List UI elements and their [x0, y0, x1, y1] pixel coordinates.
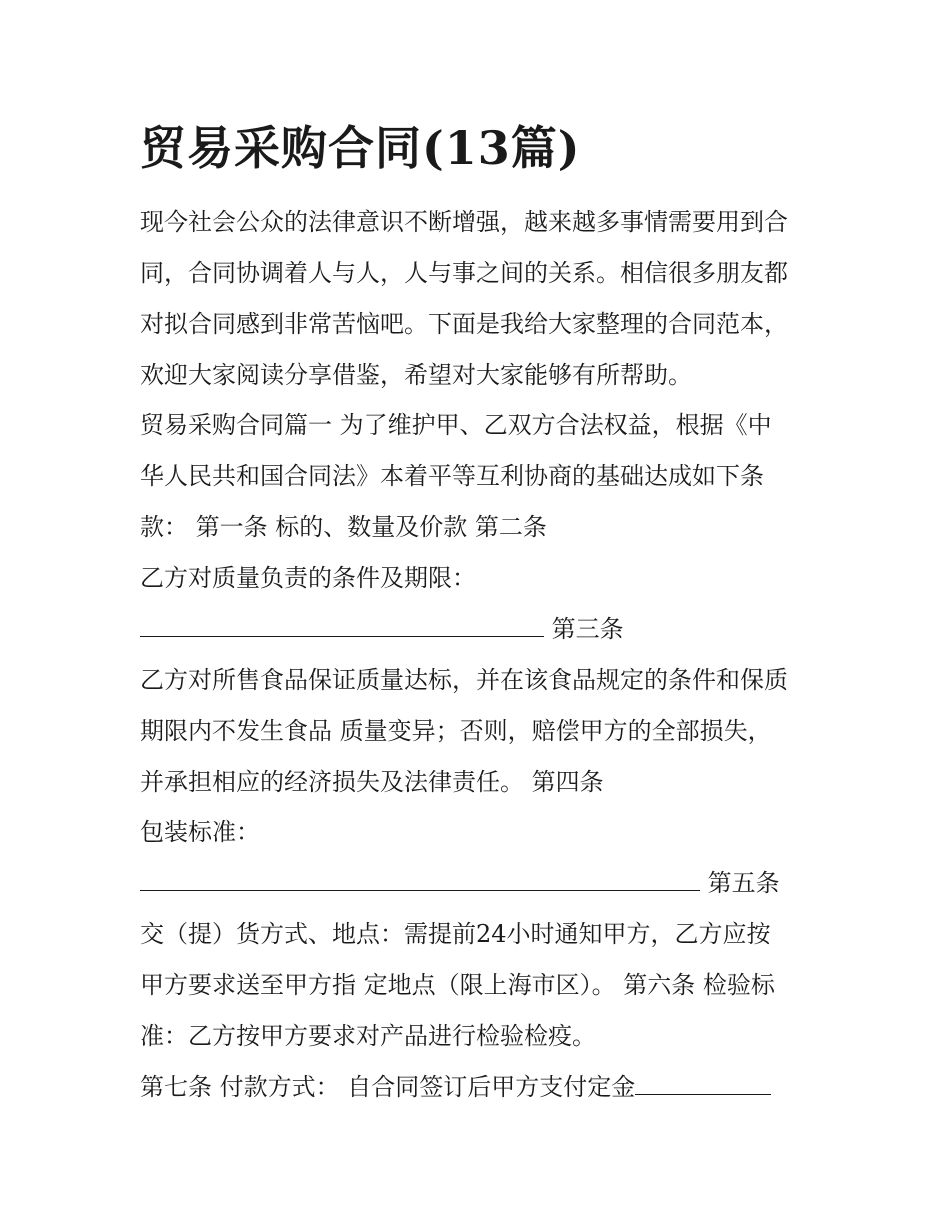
paragraph-line: 交（提）货方式、地点：需提前24小时通知甲方，乙方应按 [140, 920, 771, 948]
paragraph-line: 并承担相应的经济损失及法律责任。 第四条 [140, 768, 604, 796]
payment-terms-text: 第七条 付款方式： 自合同签订后甲方支付定金 [140, 1073, 636, 1101]
fill-in-blank [140, 614, 544, 637]
paragraph-line: 现今社会公众的法律意识不断增强，越来越多事情需要用到合 [140, 208, 788, 236]
fill-in-blank [635, 1072, 771, 1095]
paragraph-line: 同，合同协调着人与人，人与事之间的关系。相信很多朋友都 [140, 259, 788, 287]
article-label: 第三条 [551, 615, 624, 643]
paragraph-line: 华人民共和国合同法》本着平等互利协商的基础达成如下条 [140, 462, 764, 490]
paragraph-line: 对拟合同感到非常苦恼吧。下面是我给大家整理的合同范本， [140, 310, 788, 338]
paragraph-line: 包装标准： [140, 818, 260, 846]
paragraph-line: 贸易采购合同篇一 为了维护甲、乙双方合法权益，根据《中 [140, 411, 772, 439]
paragraph-line-with-blank [140, 1070, 771, 1104]
blank-field-line [140, 612, 624, 646]
paragraph-line: 准：乙方按甲方要求对产品进行检验检疫。 [140, 1022, 596, 1050]
article-label: 第五条 [707, 869, 780, 897]
paragraph-line: 期限内不发生食品 质量变异；否则，赔偿甲方的全部损失， [140, 717, 772, 745]
paragraph-line: 款： 第一条 标的、数量及价款 第二条 [140, 513, 547, 541]
paragraph-line: 欢迎大家阅读分享借鉴，希望对大家能够有所帮助。 [140, 361, 692, 389]
paragraph-line: 甲方要求送至甲方指 定地点（限上海市区）。 第六条 检验标 [140, 971, 775, 999]
paragraph-line: 乙方对所售食品保证质量达标，并在该食品规定的条件和保质 [140, 666, 788, 694]
document-title: 贸易采购合同(13篇) [140, 121, 581, 175]
fill-in-blank [140, 868, 700, 891]
paragraph-line: 乙方对质量负责的条件及期限： [140, 564, 476, 592]
blank-field-line [140, 866, 780, 900]
